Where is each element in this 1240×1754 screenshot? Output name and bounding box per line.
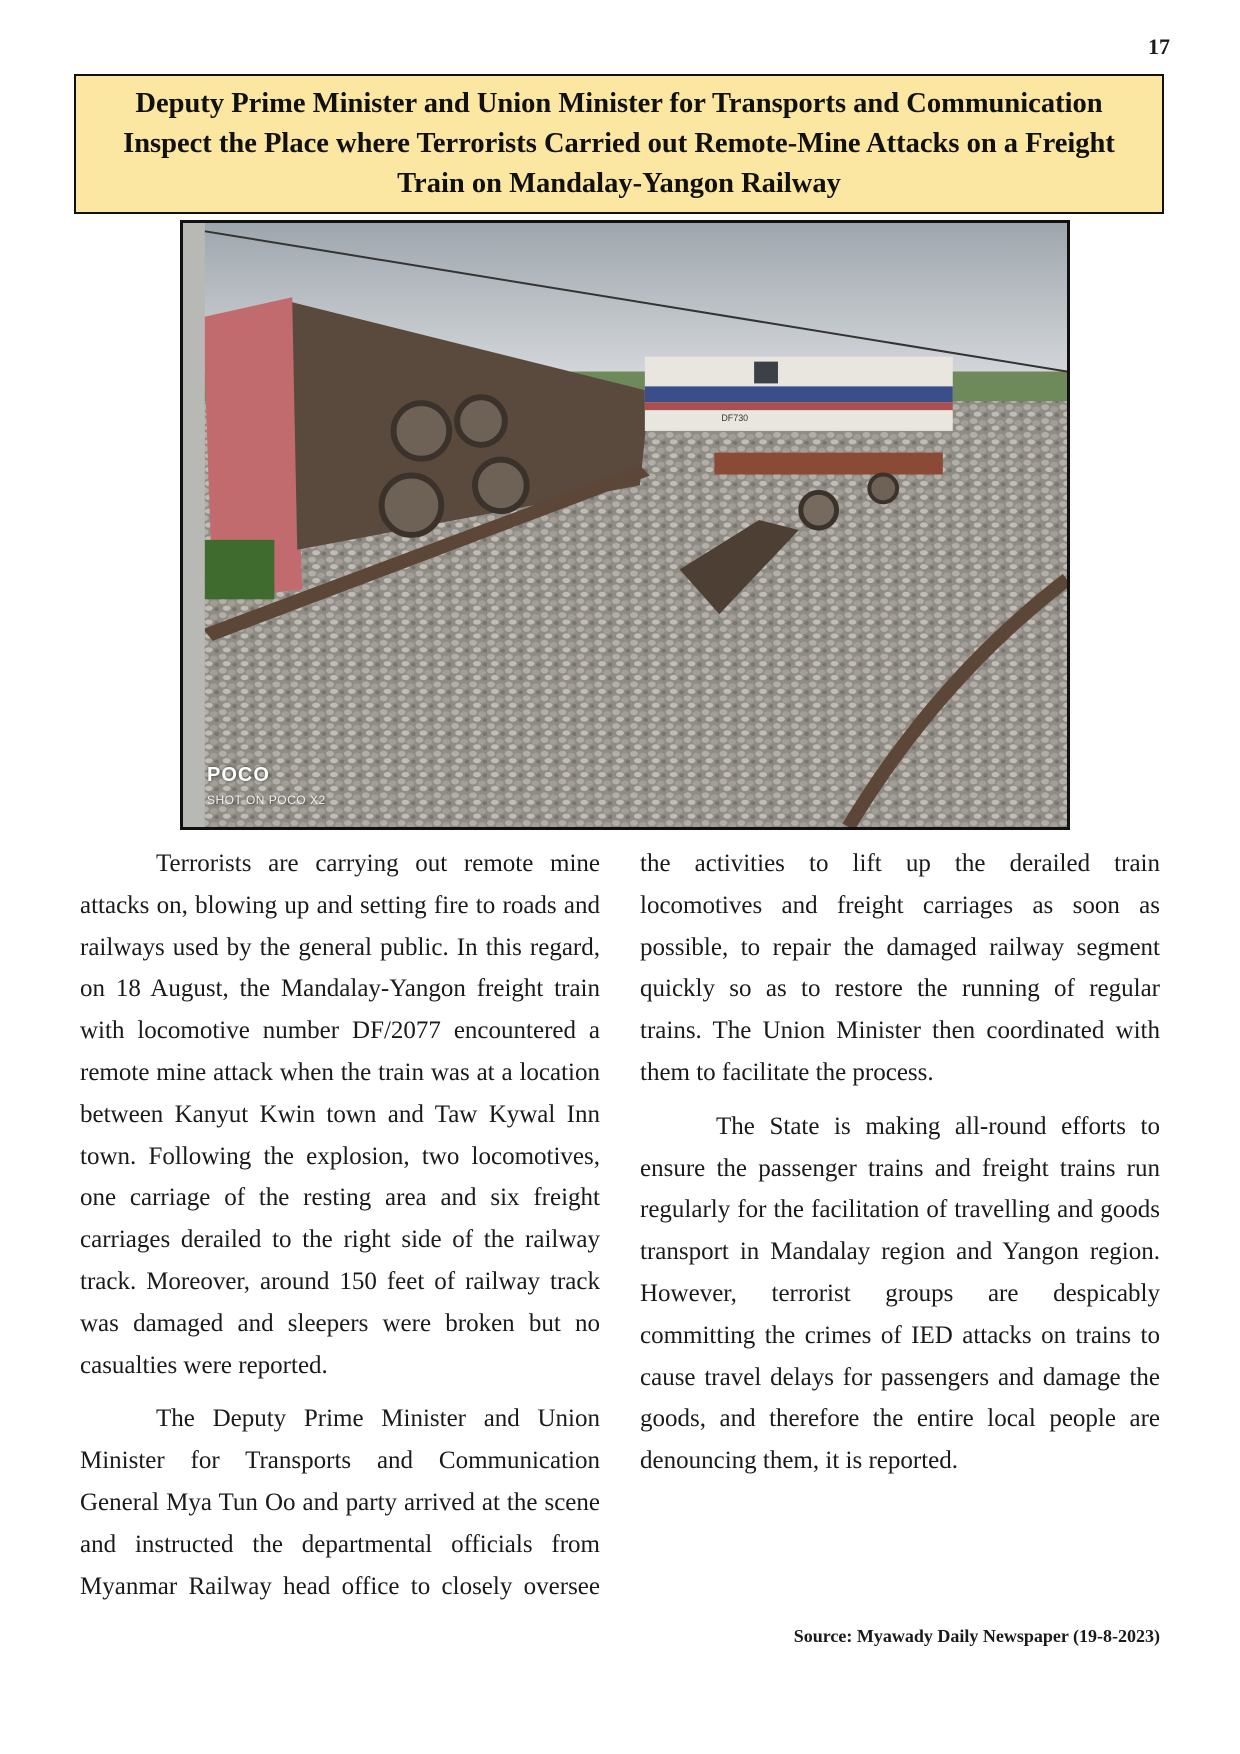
wheel-3 xyxy=(382,475,442,534)
locomotive-red-band xyxy=(645,402,953,410)
article-paragraph-2: The Deputy Prime Minister and Union Minister for Transports and Communication General Mya Tun Oo and party arrived at the scene and instructed the departmental officials from Myanmar Railway head office to closely oversee xyxy=(80,1405,600,1600)
watermark-shot-on: SHOT ON POCO X2 xyxy=(207,793,326,807)
source-credit: Source: Myawady Daily Newspaper (19-8-2023) xyxy=(793,1626,1160,1646)
grass-patch xyxy=(205,540,275,599)
article-paragraph-2-continued: the activities to lift up the derailed train locomotives and freight carriages as soon as possible, to repair the damaged railway segment quickly so as to restore the running of regular trains. The Union Minister then coordinated with them to facilitate the process. xyxy=(640,850,1160,1086)
wheel-2 xyxy=(457,397,505,445)
article-paragraph-3: The State is making all-round efforts to ensure the passenger trains and freight trains run regularly for the facilitation of travelling and goods transport in Mandalay region and Yangon region. However, terrorist groups are despicably committing the crimes of IED attacks on trains to cause travel delays for passengers and damage the goods, and therefore the entire local people are denouncing them, it is reported. xyxy=(640,1112,1160,1475)
locomotive-stripe xyxy=(645,386,953,402)
article-column-right xyxy=(640,843,1160,1494)
photo-illustration xyxy=(183,223,1067,827)
article-column-left xyxy=(80,843,600,1619)
headline: Deputy Prime Minister and Union Minister for Transports and Communication Inspect the Place where Terrorists Carried out Remote-Mine Attacks on a Freight Train on Mandalay-Yangon Railway xyxy=(123,88,1115,199)
locomotive-window xyxy=(754,362,778,384)
page-number: 17 xyxy=(1148,34,1170,59)
article-paragraph-1: Terrorists are carrying out remote mine attacks on, blowing up and setting fire to roads and railways used by the general public. In this regard, on 18 August, the Mandalay-Yangon freight train with locomotive number DF/2077 encountered a remote mine attack when the train was at a location between Kanyut Kwin town and Taw Kywal Inn town. Following the explosion, two locomotives, one carriage of the resting area and six freight carriages derailed to the right side of the railway track. Moreover, around 150 feet of railway track was damaged and sleepers were broken but no casualties were reported. xyxy=(80,850,600,1379)
foreground-pole xyxy=(183,223,205,827)
watermark-brand: POCO xyxy=(207,764,270,786)
flatbed-wagon xyxy=(714,453,942,475)
derailed-train-photo xyxy=(180,220,1070,830)
bogie-wheel xyxy=(801,492,837,528)
locomotive-marking: DF730 xyxy=(721,413,749,424)
wheel-1 xyxy=(394,403,450,458)
headline-box xyxy=(74,74,1164,214)
flatbed-wheel xyxy=(869,475,897,503)
wheel-4 xyxy=(475,460,527,511)
